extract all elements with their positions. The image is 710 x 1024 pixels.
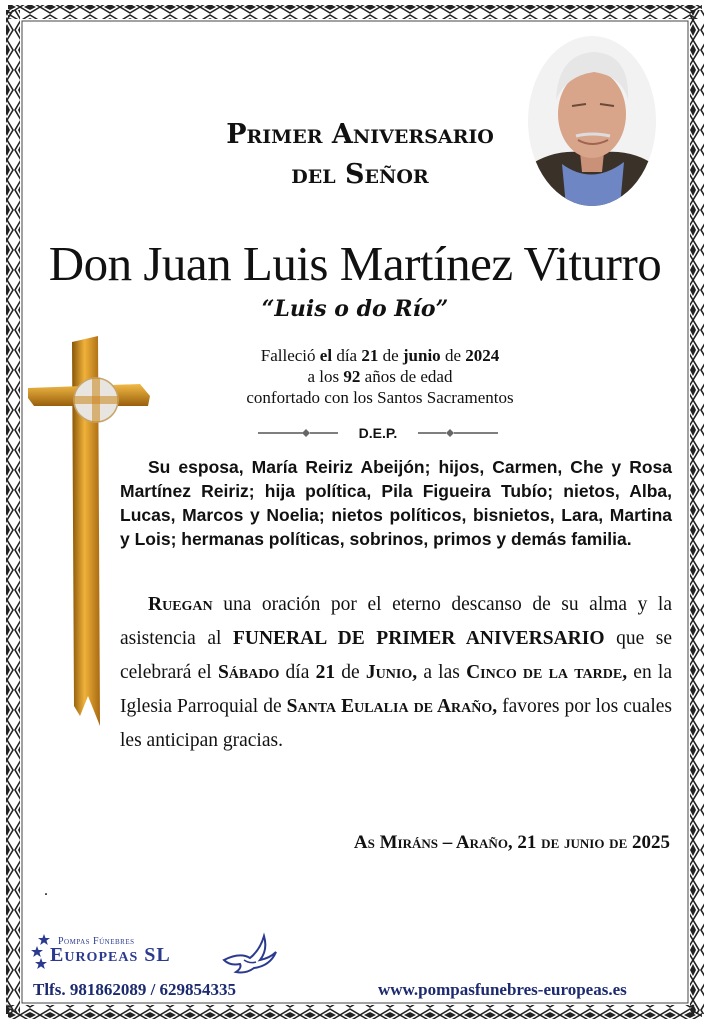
- text-fragment: el: [319, 346, 333, 365]
- text-fragment: día: [332, 346, 362, 365]
- text-fragment: en la Iglesia Parroquial de: [120, 662, 672, 717]
- death-line-3: confortado con los Santos Sacramentos: [246, 388, 514, 407]
- service-type: FUNERAL DE PRIMER ANIVERSARIO: [232, 628, 605, 649]
- website-link[interactable]: www.pompasfunebres-europeas.es: [378, 980, 627, 999]
- text-fragment: a los: [307, 367, 344, 386]
- service-church: Santa Eulalia de Araño,: [286, 696, 498, 717]
- text-fragment: años de edad: [360, 367, 453, 386]
- anniversary-title: [205, 115, 515, 195]
- dove-icon: [220, 930, 278, 976]
- phone-numbers: Tlfs. 981862089 / 629854335: [33, 980, 237, 999]
- text-fragment: a las: [417, 662, 467, 683]
- service-month: Junio,: [365, 662, 418, 683]
- deceased-nickname: “Luis o do Río”: [261, 296, 449, 322]
- death-line-1: [190, 345, 570, 366]
- funeral-home-name: Europeas SL: [50, 944, 171, 966]
- text-fragment: que se celebrará el: [120, 628, 673, 683]
- text-fragment: de: [335, 662, 366, 683]
- text-fragment: de: [440, 346, 466, 365]
- funeral-request: [120, 588, 672, 758]
- service-time: Cinco de la tarde,: [466, 662, 628, 683]
- text-fragment: día: [279, 662, 316, 683]
- title-line-1: Primer Aniversario: [226, 119, 494, 150]
- death-day: 21: [361, 346, 379, 365]
- age: 92: [343, 367, 361, 386]
- dep-label: D.E.P.: [358, 425, 398, 441]
- text-fragment: de: [378, 346, 403, 365]
- death-line-2: [190, 366, 570, 387]
- text-fragment: Ruegan: [148, 594, 213, 615]
- stars-icon: [30, 932, 52, 972]
- text-fragment: Falleció: [260, 346, 320, 365]
- deceased-name: Don Juan Luis Martínez Viturro: [48, 236, 662, 291]
- service-day: 21: [315, 662, 336, 683]
- stray-dot: .: [44, 882, 48, 899]
- death-notice: [190, 345, 570, 408]
- text-fragment: una oración por el eterno descanso de su alma y la asistencia al: [120, 594, 672, 649]
- death-month: junio: [402, 346, 441, 365]
- portrait-photo: [528, 36, 656, 206]
- text-fragment: favores por los cuales les anticipan gracias.: [120, 696, 672, 751]
- family-list: Su esposa, María Reiriz Abeijón; hijos, Carmen, Che y Rosa Martínez Reiriz; hija política, Pila Figueira Tubío; nietos, Alba, Lucas, Marcos y Noelia; nietos políticos, bisnietos, Lara, Martina y Lois; hermanas políticas, sobrinos, primos y demás familia.: [120, 457, 672, 549]
- service-weekday: Sábado: [217, 662, 280, 683]
- place-date: As Miráns – Araño, 21 de junio de 2025: [353, 832, 670, 853]
- funeral-home-tagline: Pompas Fúnebres: [58, 936, 135, 947]
- death-year: 2024: [465, 346, 500, 365]
- title-line-2: del Señor: [291, 159, 429, 190]
- dep-divider: [258, 423, 498, 443]
